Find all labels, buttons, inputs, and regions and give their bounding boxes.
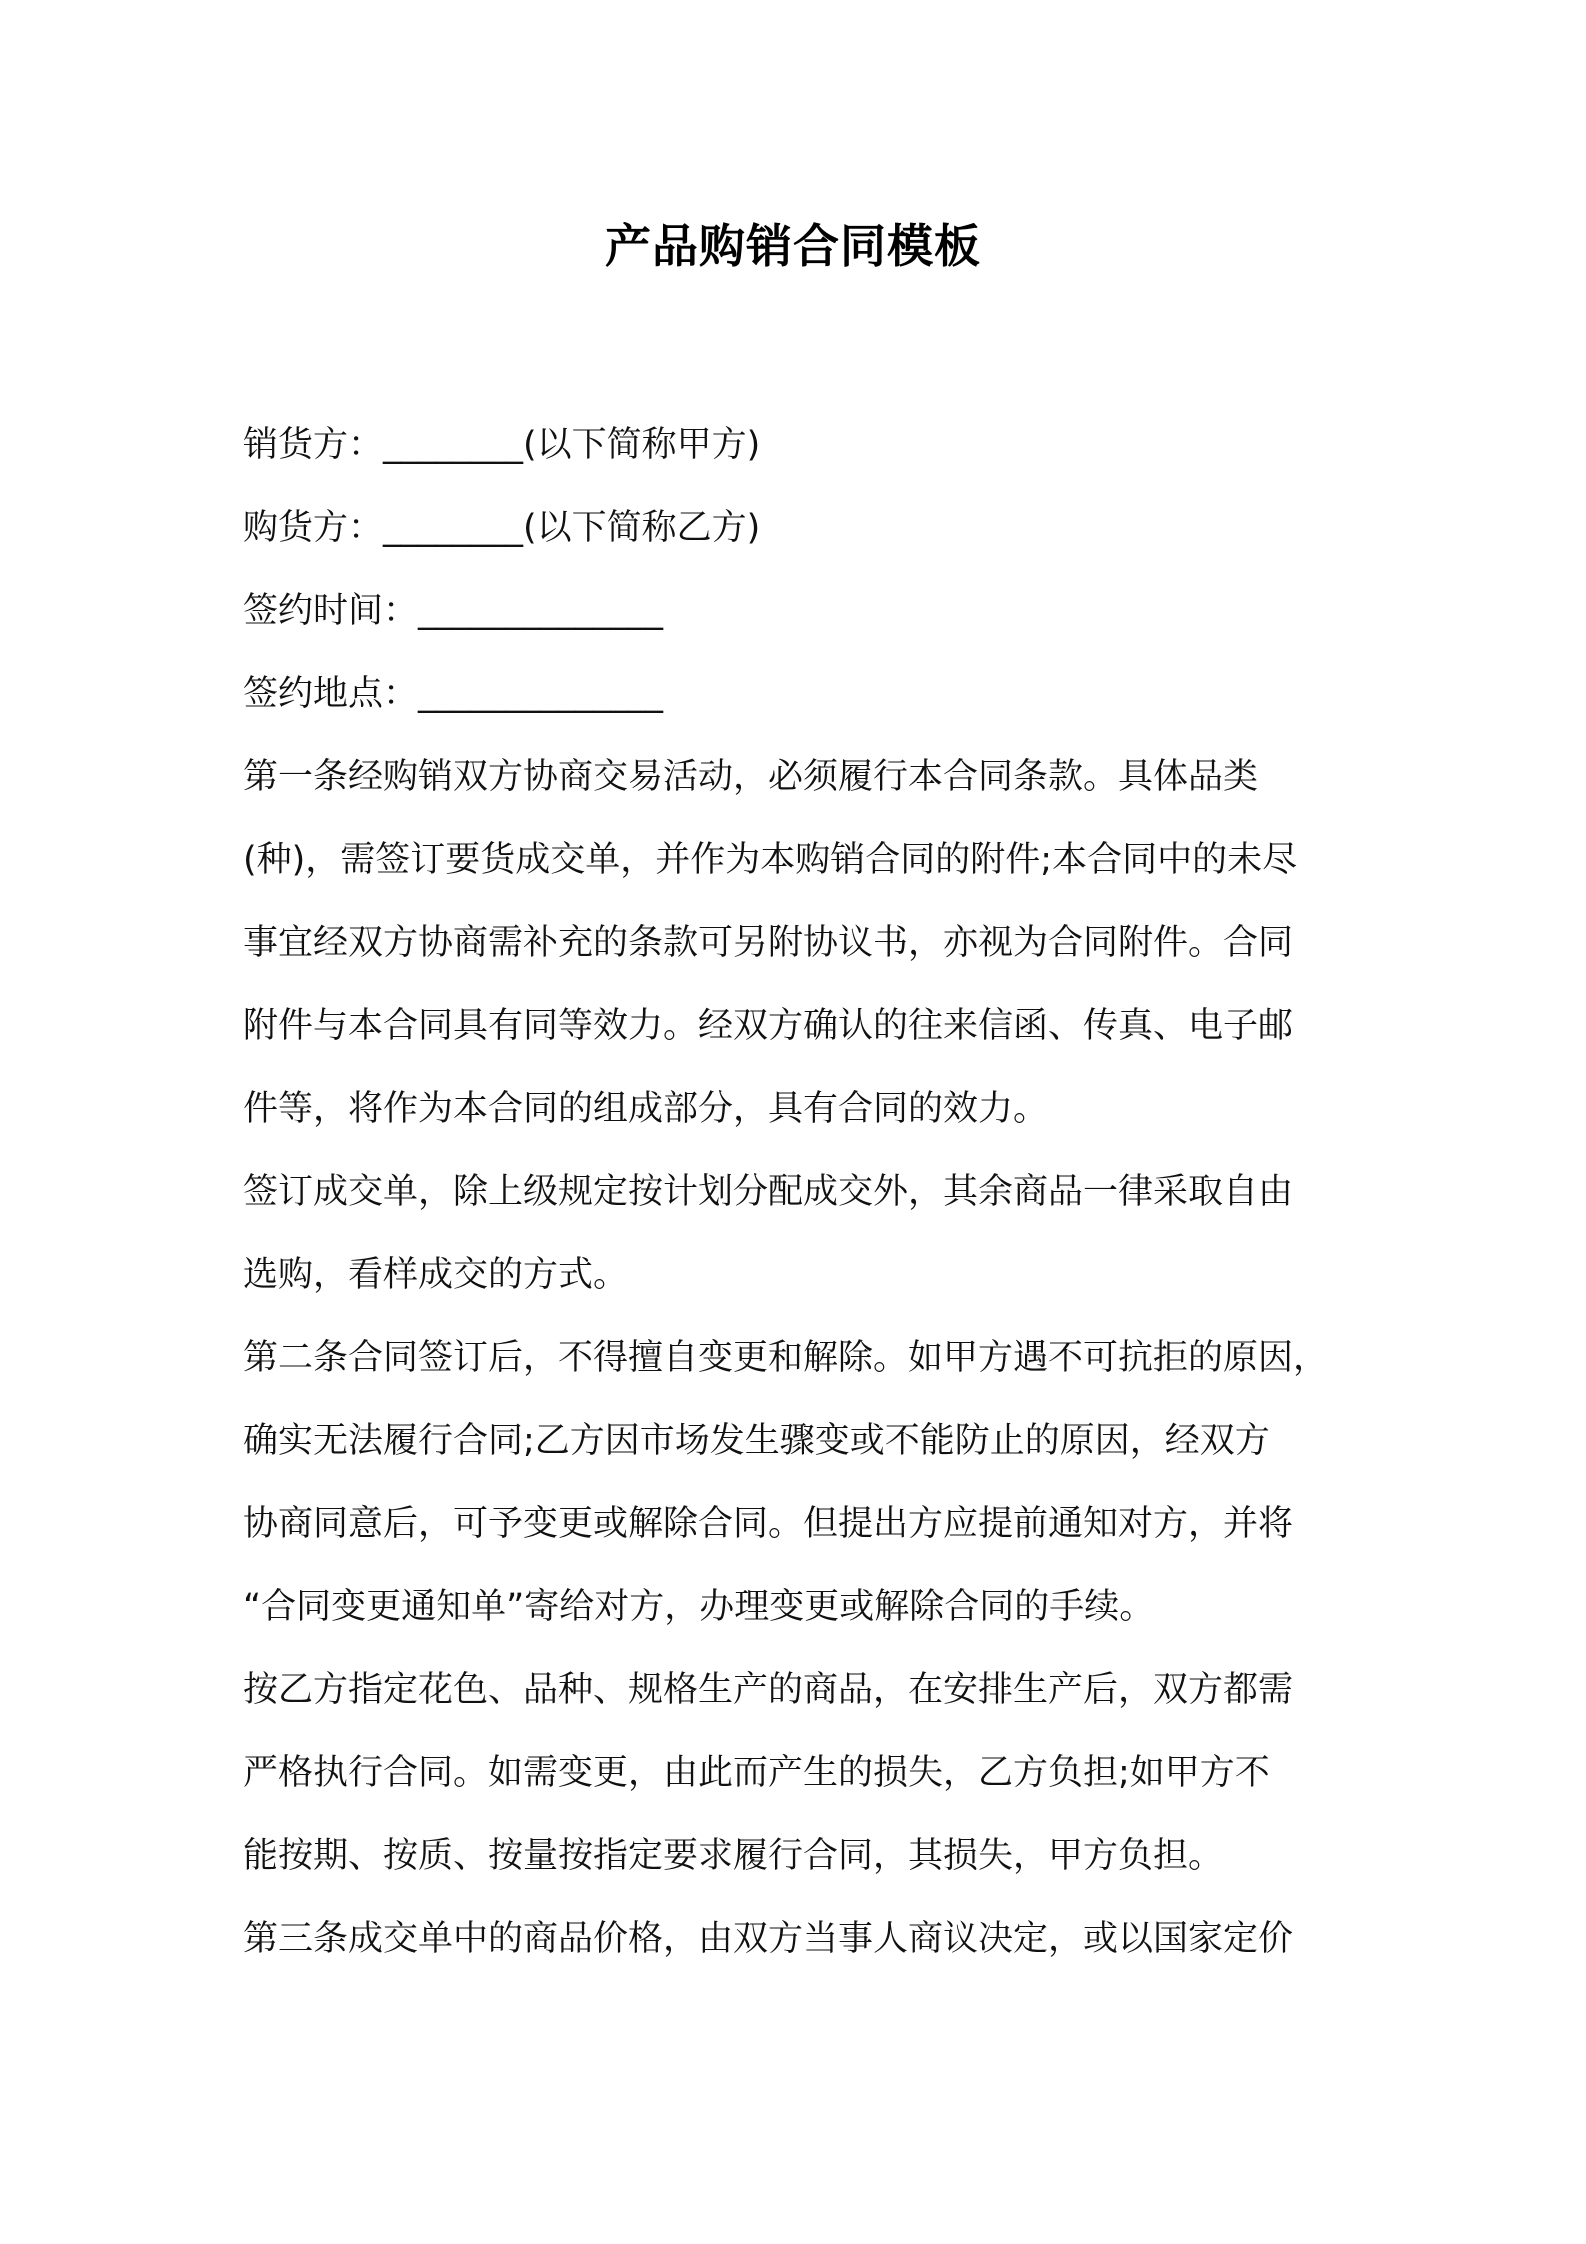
purchase-method-line-2: 选购，看样成交的方式。 [243,1255,629,1295]
article-2-line-4: “合同变更通知单”寄给对方，办理变更或解除合同的手续。 [243,1587,1155,1627]
article-1-line-4: 附件与本合同具有同等效力。经双方确认的往来信函、传真、电子邮 [243,1006,1294,1046]
article-1-line-1: 第一条经购销双方协商交易活动，必须履行本合同条款。具体品类 [243,757,1259,797]
seller-line: 销货方：________(以下简称甲方) [243,425,761,465]
article-2-line-3: 协商同意后，可予变更或解除合同。但提出方应提前通知对方，并将 [243,1504,1294,1544]
signing-place-line: 签约地点：______________ [243,674,664,714]
article-3-line-1: 第三条成交单中的商品价格，由双方当事人商议决定，或以国家定价 [243,1919,1294,1959]
document-title: 产品购销合同模板 [605,219,981,273]
article-1-line-2: (种)，需签订要货成交单，并作为本购销合同的附件;本合同中的未尽 [243,840,1298,880]
production-line-1: 按乙方指定花色、品种、规格生产的商品，在安排生产后，双方都需 [243,1670,1294,1710]
document-body [243,404,1353,1981]
production-line-2: 严格执行合同。如需变更，由此而产生的损失，乙方负担;如甲方不 [243,1753,1270,1793]
production-line-3: 能按期、按质、按量按指定要求履行合同，其损失，甲方负担。 [243,1836,1224,1876]
article-2-line-1: 第二条合同签订后，不得擅自变更和解除。如甲方遇不可抗拒的原因， [243,1338,1329,1378]
article-2-line-2: 确实无法履行合同;乙方因市场发生骤变或不能防止的原因，经双方 [243,1421,1270,1461]
signing-time-line: 签约时间：______________ [243,591,664,631]
article-1-line-3: 事宜经双方协商需补充的条款可另附协议书，亦视为合同附件。合同 [243,923,1294,963]
buyer-line: 购货方：________(以下简称乙方) [243,508,761,548]
article-1-line-5: 件等，将作为本合同的组成部分，具有合同的效力。 [243,1089,1049,1129]
purchase-method-line-1: 签订成交单，除上级规定按计划分配成交外，其余商品一律采取自由 [243,1172,1294,1212]
